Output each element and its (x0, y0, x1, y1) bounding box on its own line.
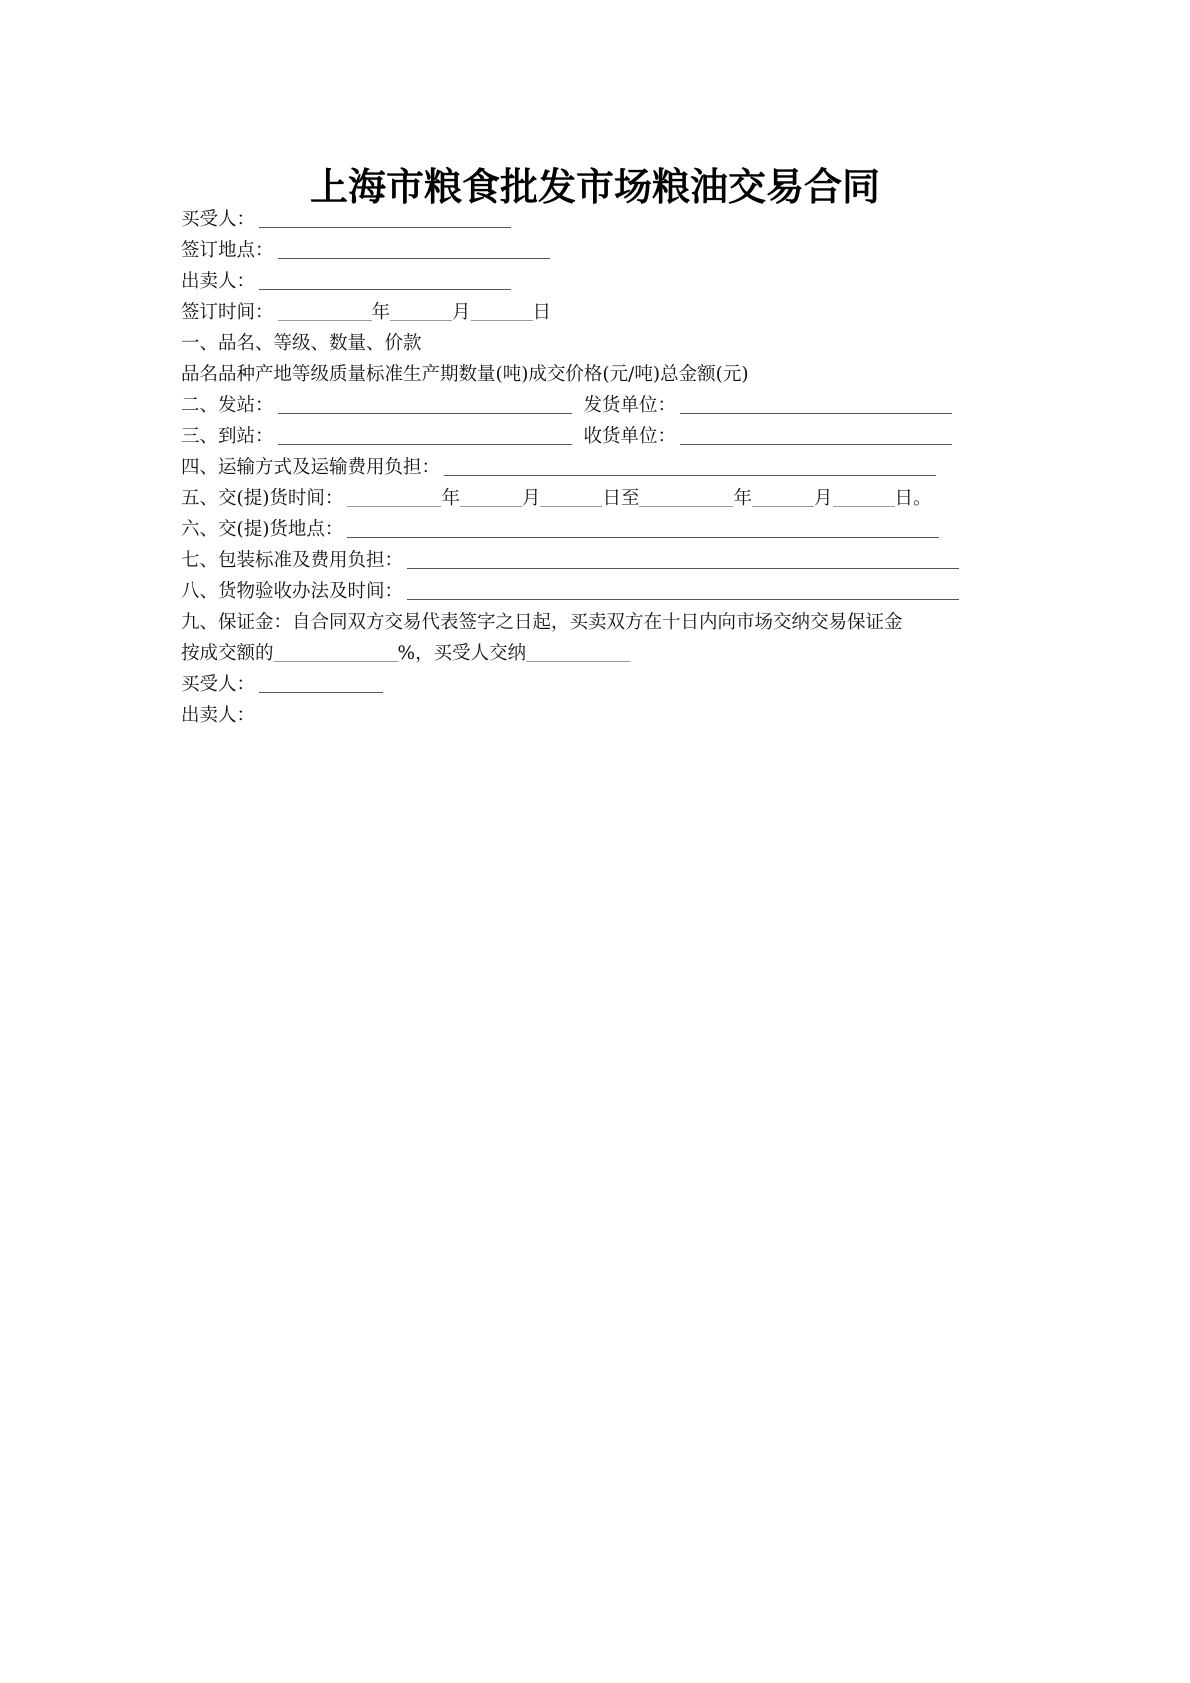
delivery-start-month-field[interactable] (460, 488, 522, 507)
section-8-line (181, 580, 959, 604)
signature-seller-label: 出卖人： (181, 705, 256, 726)
delivery-start-year-field[interactable] (347, 488, 441, 507)
signature-buyer-label: 买受人： (181, 674, 256, 695)
deposit-percent-label: %，买受人交纳 (397, 643, 527, 664)
buyer-field[interactable] (259, 209, 511, 228)
section-2-line (181, 394, 952, 418)
delivery-day-to-label: 日至 (602, 488, 640, 509)
seller-field[interactable] (259, 271, 511, 290)
section-3-line (181, 425, 952, 449)
buyer-deposit-field[interactable] (526, 643, 630, 662)
shipper-label: 发货单位： (583, 395, 677, 416)
buyer-label: 买受人： (181, 209, 256, 230)
delivery-place-label: 六、交(提)货地点： (181, 519, 344, 540)
sign-place-label: 签订地点： (181, 240, 274, 261)
packaging-label: 七、包装标准及费用负担： (181, 550, 404, 571)
signature-buyer-field[interactable] (259, 674, 383, 693)
sign-place-line (181, 239, 550, 263)
section-1-heading: 一、品名、等级、数量、价款 (181, 333, 422, 354)
section-9-text: 九、保证金：自合同双方交易代表签字之日起，买卖双方在十日内向市场交纳交易保证金 (181, 612, 903, 633)
buyer-line (181, 208, 511, 232)
consignee-label: 收货单位： (583, 426, 677, 447)
sign-place-field[interactable] (278, 240, 550, 259)
deposit-percent-field[interactable] (274, 643, 398, 662)
arrival-station-label: 三、到站： (181, 426, 274, 447)
deposit-prefix: 按成交额的 (181, 643, 274, 664)
year-label: 年 (371, 302, 391, 323)
sign-day-field[interactable] (471, 302, 533, 321)
delivery-day-end-label: 日。 (894, 488, 932, 509)
section-7-line (181, 549, 959, 573)
seller-label: 出卖人： (181, 271, 256, 292)
delivery-end-month-field[interactable] (752, 488, 814, 507)
inspection-field[interactable] (407, 581, 959, 600)
delivery-month-label: 月 (521, 488, 541, 509)
delivery-end-day-field[interactable] (833, 488, 895, 507)
packaging-field[interactable] (407, 550, 959, 569)
sign-month-field[interactable] (390, 302, 452, 321)
delivery-time-label: 五、交(提)货时间： (181, 488, 344, 509)
arrival-station-field[interactable] (278, 426, 572, 445)
departure-station-field[interactable] (278, 395, 572, 414)
section-5-line (181, 487, 932, 511)
month-label: 月 (452, 302, 471, 323)
document-title: 上海市粮食批发市场粮油交易合同 (309, 165, 880, 209)
sign-time-line (181, 301, 551, 325)
delivery-year-label: 年 (441, 488, 460, 509)
delivery-year2-label: 年 (733, 488, 752, 509)
sign-time-label: 签订时间： (181, 302, 274, 323)
transport-field[interactable] (444, 457, 936, 476)
section-9-continuation (181, 642, 630, 666)
delivery-month2-label: 月 (814, 488, 833, 509)
section-6-line (181, 518, 939, 542)
delivery-end-year-field[interactable] (639, 488, 733, 507)
section-4-line (181, 456, 936, 480)
shipper-field[interactable] (680, 395, 952, 414)
section-1-table-header: 品名品种产地等级质量标准生产期数量(吨)成交价格(元/吨)总金额(元) (181, 364, 749, 385)
seller-line (181, 270, 511, 294)
delivery-place-field[interactable] (347, 519, 939, 538)
sign-year-field[interactable] (278, 302, 372, 321)
inspection-label: 八、货物验收办法及时间： (181, 581, 404, 602)
day-label: 日 (532, 302, 552, 323)
delivery-start-day-field[interactable] (540, 488, 602, 507)
signature-buyer-line (181, 673, 383, 697)
signature-seller-line (181, 704, 255, 728)
departure-station-label: 二、发站： (181, 395, 274, 416)
consignee-field[interactable] (680, 426, 952, 445)
transport-label: 四、运输方式及运输费用负担： (181, 457, 441, 478)
